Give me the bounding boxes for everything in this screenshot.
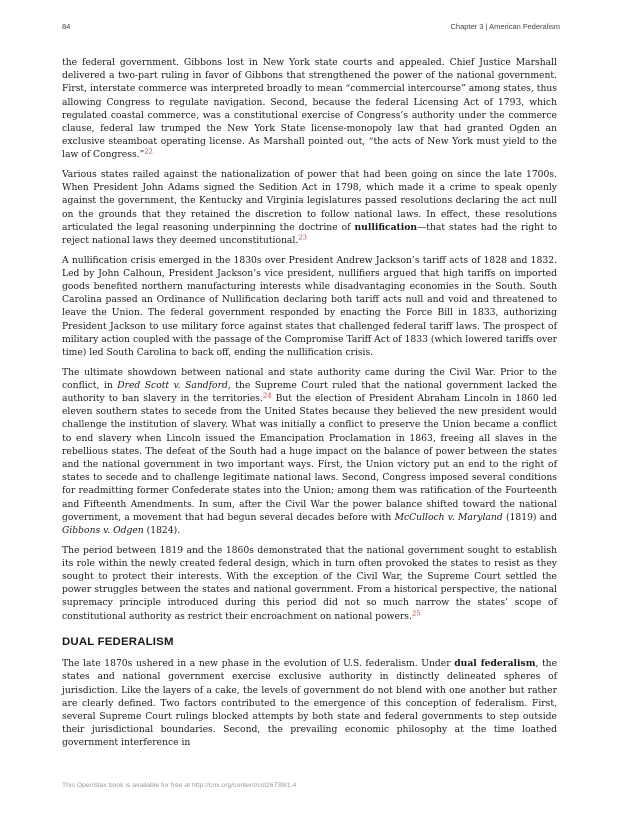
- case-name: Dred Scott v. Sandford: [117, 379, 228, 391]
- text-run: (1819) and: [502, 511, 558, 523]
- body-paragraph: [62, 544, 557, 623]
- page-number: 84: [62, 22, 71, 31]
- footnote-link[interactable]: 25: [411, 609, 421, 618]
- text-run: , the states and national government exercise exclusive authority in distinctly delineated spheres of jurisdiction. Like the layers of a cake, the levels of government do not blend with one another but rather are clearly defined. Two factors contributed to the emergence of this conception of federalism. First, several Supreme Court rulings blocked attempts by both state and federal governments to step outside their jurisdictional boundaries. Second, the prevailing economic philosophy at the time loathed government interference in: [62, 658, 558, 749]
- body-paragraph: [62, 254, 557, 360]
- text-run: —that states had the right to reject national laws they deemed unconstitutional.: [62, 221, 557, 247]
- key-term: dual federalism: [454, 658, 536, 670]
- text-run: The late 1870s ushered in a new phase in the evolution of U.S. federalism. Under: [62, 658, 455, 670]
- text-run: (1824).: [143, 525, 181, 537]
- key-term: nullification: [354, 221, 418, 233]
- body-paragraph: [62, 56, 557, 162]
- body-paragraph: [62, 657, 557, 749]
- footnote-link[interactable]: 23: [298, 233, 307, 242]
- text-run: Various states railed against the nationalization of power that had been going on since the late 1700s. When President John Adams signed the Sedition Act in 1798, which made it a crime to speak openly against the government, the Kentucky and Virginia legislatures passed resolutions declaring the act null on the grounds that they retained the discretion to follow national laws. In effect, these resolutions articulated the legal reasoning underpinning the doctrine of: [62, 169, 557, 233]
- section-heading: DUAL FEDERALISM: [62, 635, 174, 648]
- footnote-link[interactable]: 22: [144, 148, 153, 157]
- text-run: The period between 1819 and the 1860s demonstrated that the national government sought to establish its role within the newly created federal design, which in turn often provoked the states to resist as they sought to protect their interests. With the exception of the Civil War, the Supreme Court settled the power struggles between the states and national government. From a historical perspective, the national supremacy principle introduced during this period did not so much narrow the states’ scope of constitutional authority as restrict their encroachment on national powers.: [62, 544, 557, 622]
- page-header: [62, 22, 560, 36]
- chapter-title: Chapter 3 | American Federalism: [450, 22, 560, 31]
- footnote-link[interactable]: 24: [262, 391, 272, 400]
- page-footer: This OpenStax book is available for free at http://cnx.org/content/col26739/1.4: [62, 782, 297, 789]
- text-run: The ultimate showdown between national and state authority came during the Civil War. Prior to the conflict, in: [62, 366, 557, 391]
- text-run: A nullification crisis emerged in the 1830s over President Andrew Jackson’s tariff acts of 1828 and 1832. Led by John Calhoun, President Jackson’s vice president, nullifiers argued that high tariffs on imported goods benefited northern manufacturing interests while disadvantaging economies in the South. South Carolina passed an Ordinance of Nullification declaring both tariff acts null and void and threatened to leave the Union. The federal government responded by enacting the Force Bill in 1833, authorizing President Jackson to use military force against states that challenged federal tariff laws. The prospect of military action coupled with the passage of the Compromise Tariff Act of 1833 (which lowered tariffs over time) led South Carolina to back off, ending the nullification crisis.: [62, 254, 557, 359]
- text-run: But the election of President Abraham Lincoln in 1860 led eleven southern states to secede from the United States because they believed the new president would challenge the institution of slavery. What was initially a conflict to preserve the Union became a conflict to end slavery when Lincoln issued the Emancipation Proclamation in 1863, freeing all slaves in the rebellious states. The defeat of the South had a huge impact on the balance of power between the states and the national government in two important ways. First, the Union victory put an end to the right of states to secede and to challenge legitimate national laws. Second, Congress imposed several conditions for readmitting former Confederate states into the Union; among them was ratification of the Fourteenth and Fifteenth Amendments. In sum, after the Civil War the power balance shifted toward the national government, a movement that had begun several decades before with: [62, 393, 557, 523]
- case-name: McCulloch v. Maryland: [394, 511, 503, 523]
- text-run: the federal government. Gibbons lost in New York state courts and appealed. Chief Justice Marshall delivered a two-part ruling in favor of Gibbons that strengthened the power of the national government. First, interstate commerce was interpreted broadly to mean “commercial intercourse” among states, thus allowing Congress to regulate navigation. Second, because the federal Licensing Act of 1793, which regulated coastal commerce, was a constitutional exercise of Congress’s authority under the commerce clause, federal law trumped the New York State license-monopoly law that had granted Ogden an exclusive steamboat operating license. As Marshall pointed out, “the acts of New York must yield to the law of Congress.”: [62, 57, 557, 161]
- text-run: , the Supreme Court ruled that the national government lacked the authority to ban slavery in the territories.: [62, 379, 557, 405]
- page-content: [62, 56, 557, 756]
- body-paragraph: [62, 366, 557, 538]
- body-paragraph: [62, 168, 557, 247]
- case-name: Gibbons v. Odgen: [62, 525, 144, 537]
